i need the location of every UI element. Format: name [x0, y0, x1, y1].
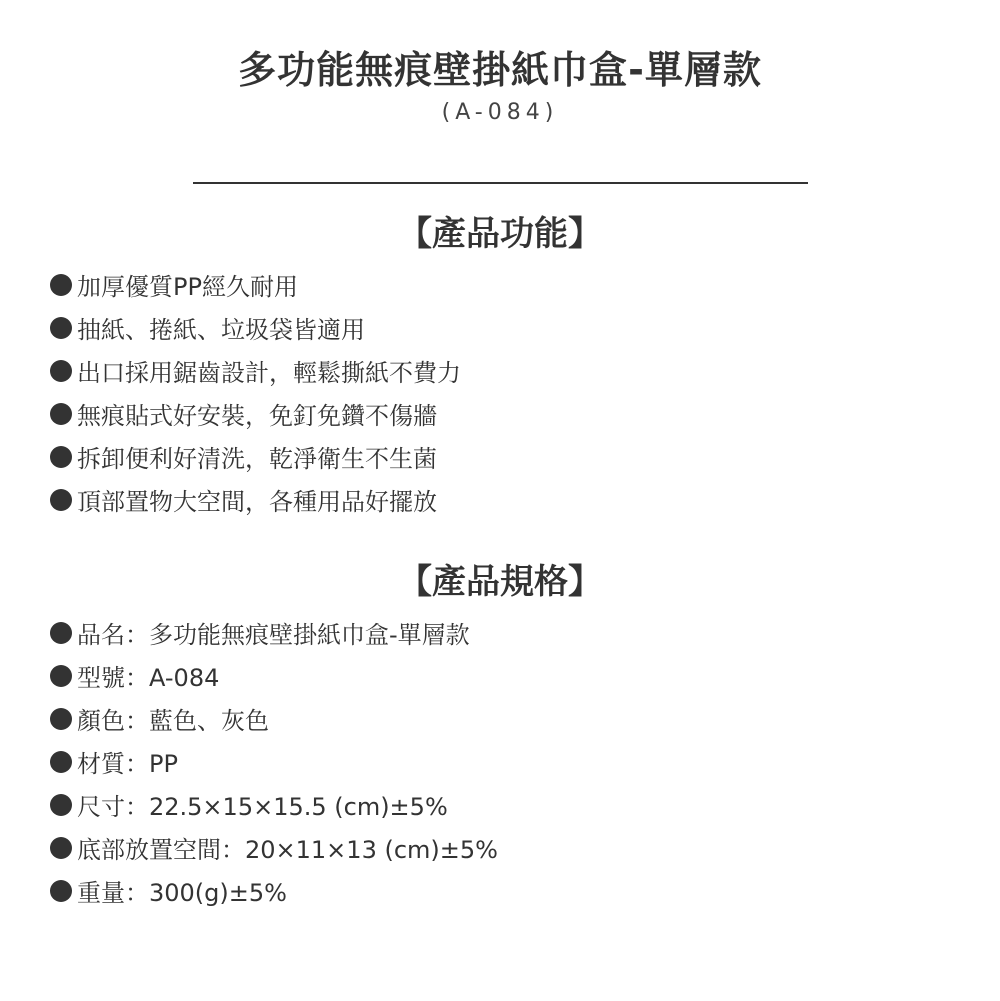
bullet-icon — [50, 837, 72, 859]
product-title: 多功能無痕壁掛紙巾盒-單層款 — [238, 48, 762, 92]
list-item-text: 頂部置物大空間，各種用品好擺放 — [77, 488, 437, 516]
specs-heading: 【產品規格】 — [398, 562, 602, 602]
list-item-text: 品名：多功能無痕壁掛紙巾盒-單層款 — [77, 621, 470, 649]
list-item-text: 底部放置空間：20×11×13 (cm)±5% — [77, 836, 498, 864]
list-item — [50, 826, 498, 869]
bullet-icon — [50, 489, 72, 511]
list-item — [50, 349, 461, 392]
bullet-icon — [50, 794, 72, 816]
list-item — [50, 740, 498, 783]
list-item — [50, 306, 461, 349]
bullet-icon — [50, 708, 72, 730]
list-item — [50, 611, 498, 654]
specs-list — [50, 611, 498, 912]
list-item — [50, 392, 461, 435]
bullet-icon — [50, 274, 72, 296]
bullet-icon — [50, 317, 72, 339]
list-item — [50, 869, 498, 912]
list-item — [50, 435, 461, 478]
list-item-text: 材質：PP — [77, 750, 178, 778]
list-item-text: 型號：A-084 — [77, 664, 220, 692]
features-heading: 【產品功能】 — [398, 214, 602, 254]
list-item-text: 出口採用鋸齒設計，輕鬆撕紙不費力 — [77, 359, 461, 387]
bullet-icon — [50, 665, 72, 687]
bullet-icon — [50, 403, 72, 425]
features-list — [50, 263, 461, 521]
product-model-number: (A-084) — [441, 100, 559, 125]
list-item-text: 拆卸便利好清洗，乾淨衛生不生菌 — [77, 445, 437, 473]
list-item-text: 尺寸：22.5×15×15.5 (cm)±5% — [77, 793, 448, 821]
bullet-icon — [50, 446, 72, 468]
divider-line — [193, 182, 808, 184]
list-item-text: 抽紙、捲紙、垃圾袋皆適用 — [77, 316, 365, 344]
list-item — [50, 783, 498, 826]
bullet-icon — [50, 360, 72, 382]
list-item-text: 顏色：藍色、灰色 — [77, 707, 269, 735]
list-item — [50, 654, 498, 697]
list-item-text: 加厚優質PP經久耐用 — [77, 273, 298, 301]
bullet-icon — [50, 751, 72, 773]
list-item-text: 重量：300(g)±5% — [77, 879, 287, 907]
list-item — [50, 478, 461, 521]
list-item — [50, 263, 461, 306]
bullet-icon — [50, 622, 72, 644]
list-item-text: 無痕貼式好安裝，免釘免鑽不傷牆 — [77, 402, 437, 430]
list-item — [50, 697, 498, 740]
bullet-icon — [50, 880, 72, 902]
